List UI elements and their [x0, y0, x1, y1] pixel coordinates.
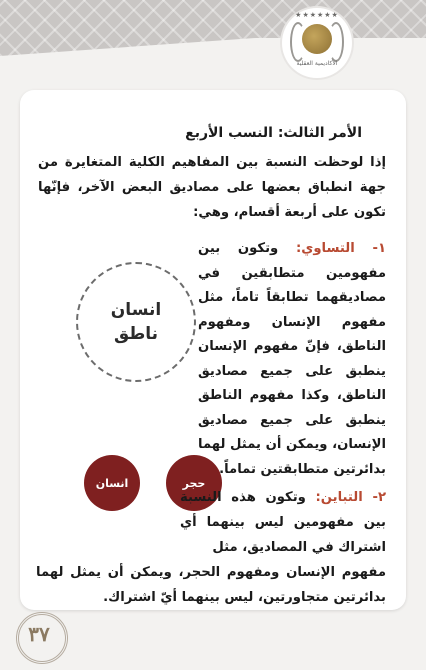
relation-term: التساوي:: [295, 241, 355, 256]
relation-equality-paragraph: [198, 237, 386, 482]
relation-difference-continuation: مفهوم الإنسان ومفهوم الحجر، ويمكن أن يمثل لهما بدائرتين متجاورتين، ليس بينهما أيّ اشتراك.: [36, 565, 386, 605]
relation-number: ٢-: [372, 490, 386, 505]
relation-term: التباين:: [315, 490, 363, 505]
diagram-label-human: انسان: [110, 300, 162, 320]
relation-number: ١-: [372, 241, 386, 256]
diagram-label-rational: ناطق: [113, 324, 159, 344]
disjoint-circle-human: [84, 455, 140, 511]
relation-text: وتكون هذه النسبة بين مفهومين ليس بينهما أي اشتراك في المصاديق، مثل: [180, 490, 386, 555]
section-heading: الأمر الثالث: النسب الأربع: [185, 125, 362, 141]
logo-stars-icon: ★★★★★★: [295, 11, 339, 19]
logo-text: الأكاديمية العقلية: [296, 60, 338, 67]
relation-text: وتكون بين مفهومين متطابقين في مصاديقهما تطابقاً تاماً، مثل مفهوم الإنسان ومفهوم الناطق، فإنّ مفهوم الإنسان ينطبق على جميع مصاديق الناطق، وكذا مفهوم الناطق ينطبق على جميع مصاديق الإنسان، ويمكن أن يمثل لهما بدائرتين متطابقتين تماماً.: [198, 241, 386, 477]
equality-diagram-circle: [76, 262, 196, 382]
intro-paragraph: إذا لوحظت النسبة بين المفاهيم الكلية المتغايرة من جهة انطباق بعضها على مصاديق البعض الآخر، فإنّها تكون على أربعة أقسام، وهي:: [38, 155, 386, 220]
page-number-badge: [16, 612, 62, 658]
relation-difference-paragraph: [180, 485, 386, 560]
disc-label-stone: حجر: [182, 476, 206, 490]
page-number: ٣٧: [28, 622, 50, 646]
disc-label-human: انسان: [95, 476, 129, 490]
